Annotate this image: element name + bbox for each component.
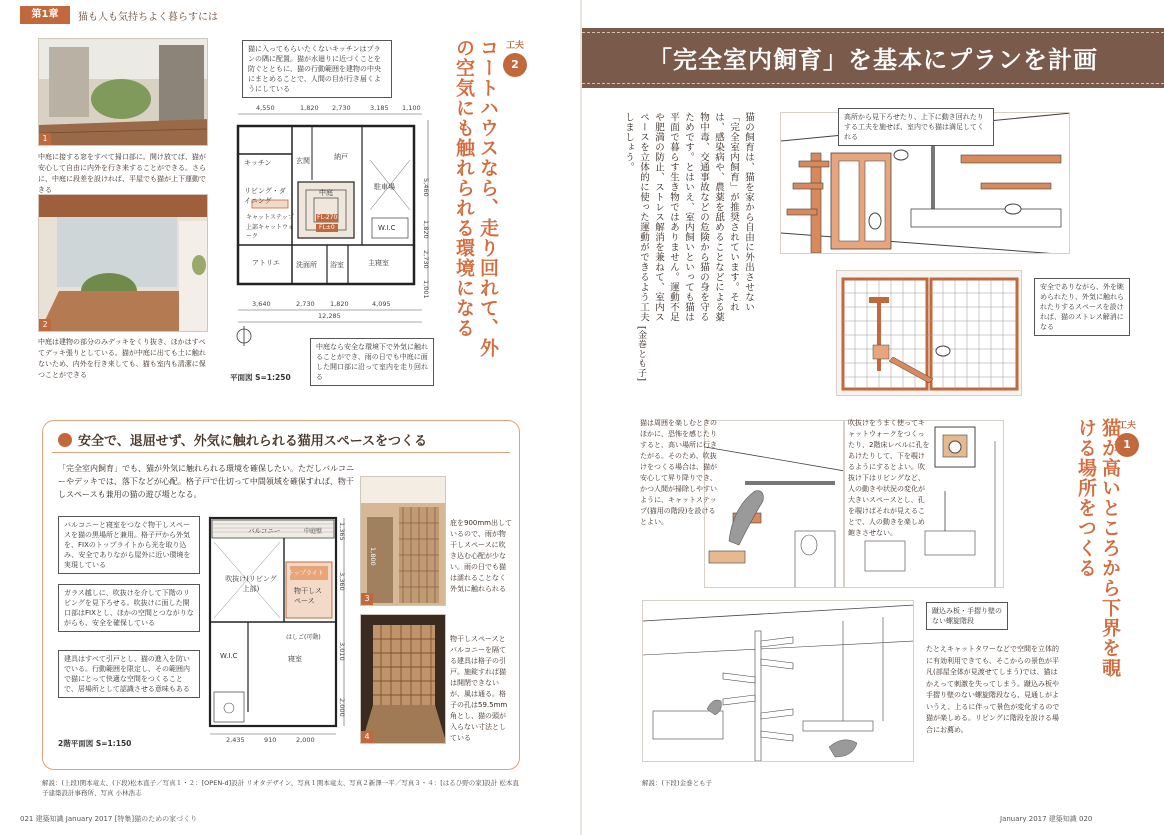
band-dash-top [582,32,1164,33]
right-title-band [582,28,1164,88]
photo-2-caption: 中庭は建物の部分のみデッキをくり抜き、ほかはすべてデッキ張りとしている。猫が中庭に出ても土に触れないため、内外を行き来しても、猫も室内も清潔に保つことができる [38,338,206,379]
cat-space-rule [52,452,510,453]
photo-2-number: 2 [39,319,51,331]
dim-bottom-4: 4,095 [372,300,391,308]
room-balcony: バルコニー [248,527,281,535]
door-callout: 建具はすべて引戸とし、猫の進入を防いでいる。行動範囲を限定し、その範囲内で猫にとって快適な空間をつくることで、居場所として認識させる意味もある [58,650,200,698]
spiral-stair-callout: 蹴込み板・手摺り壁のない螺旋階段 [926,602,1008,630]
right-band-title: 「完全室内飼育」を基本にプランを計画 [648,46,1098,74]
dim2-right-3: 3,010 [338,642,346,661]
illustration-cat-step [704,420,844,588]
drying-callout: バルコニーと寝室をつなぐ物干しスペースを猫の黒場所と兼用。格子戸から外気を、FIXのトップライトから光を取り込み、安全でありながら屋外に近い環境を実現している [58,516,200,574]
chapter-title: 猫も人も気持ちよく暮らすには [78,12,218,23]
dim-right-4: 1,001 [422,280,430,299]
room-fl2: FL±0 [319,224,335,231]
room-cat-walk: 上部キャットウォーク [246,224,294,240]
dim-right-1: 5,460 [422,178,430,197]
room-nando: 納戸 [334,153,348,161]
kufu-2-label: 工夫 [505,41,524,51]
cat-space-title [58,430,427,449]
right-footer: January 2017 建築知識 020 [1000,815,1093,823]
room-cat-step: キャットステップ [246,214,294,221]
dim-bottom-2: 2,730 [296,300,315,308]
cat-step-text: 猫は周囲を楽しむときのほかに、恐怖を感じたりすると、高い場所に行きたがる。そのため、吹抜けをつくる場合は、猫が安心して昇り降りでき、かつ人間が掃除しやすいように、キャットステップ(猫用の階段)を設けるとよい。 [640,419,717,526]
photo-4 [360,614,446,744]
photo-3 [360,476,446,606]
room-kitchen: キッチン [244,159,272,167]
plan-label: 平面図 S=1:250 [230,373,291,382]
peek-hole-text: 吹抜けをうまく使ってキャットウォークをつくったり、2階床レベルに孔をあけたりして、下を覗けるようにするとよい。吹抜け下はリビングなど、人の動きや状況の変化が大きいスペースとし、孔を覗けばそれが見えることで、人の動きを楽しめ飽きさせない。 [848,419,930,537]
dim2-right-2: 3,360 [338,572,346,591]
room-naka-wall: 中庭壁 [304,528,323,535]
photo-3-dim: 1,800 [369,547,377,566]
band-dash-bottom [582,83,1164,84]
room-void: 吹抜け(リビング上部) [225,575,277,593]
illustration-spiral-stair [642,600,914,762]
photo-1-number: 1 [39,133,51,145]
photo-1 [38,38,208,146]
kufu-1-label: 工夫 [1117,421,1136,431]
courtyard-callout: 中庭なら安全な環境下で外気に触れることができ、雨の日でも中庭に面した開口部に沿って室内を走り回れる [310,338,434,386]
dim-top-2: 1,820 [300,104,319,112]
photo-3-number: 3 [361,593,373,605]
photo-4-number: 4 [361,731,373,743]
dim-bottom-1: 3,640 [252,300,271,308]
chapter-badge: 第1章 [20,6,70,24]
room-parking: 駐車場 [374,183,395,191]
dim-right-3: 2,730 [422,250,430,269]
room-ladder: はしご(可動) [286,634,321,641]
illustration-lattice-room [836,270,1022,396]
room-atelier: アトリエ [252,259,280,267]
kufu-2-badge [500,38,530,72]
right-body-author: [金巻とも子] [636,326,646,382]
cat-space-body: 「完全室内飼育」でも、猫が外気に触れられる環境を確保したい。ただしバルコニーやデッキでは、落下などが心配。格子戸で仕切って中間領域を確保すれば、物干しスペースも兼用の猫の遊び場となる。 [58,464,354,499]
paw-icon: 2 [503,53,527,77]
dim-total: 12,285 [318,312,341,320]
dim-right-2: 1,820 [422,220,430,239]
dim2-bottom-1: 2,435 [226,736,245,744]
dim2-bottom-3: 2,000 [296,736,315,744]
photo-3-caption: 庇を900mm出しているので、雨が物干しスペースに吹き込む心配が少ない。雨の日でも猫は濡れることなく外気に触れられる [450,519,512,593]
room-master: 主寝室 [368,259,389,267]
lattice-callout: 安全でありながら、外を眺められたり、外気に触れられたりするスペースを設ければ、猫のストレス解消になる [1034,278,1130,336]
second-floor-plan [204,512,354,746]
room-drying: 物干しスペース [294,587,322,605]
dim-top-3: 2,730 [332,104,351,112]
dim-top-1: 4,550 [256,104,275,112]
room-bath: 浴室 [330,261,344,269]
photo-1-caption: 中庭に接する窓をすべて掃口部に。開け放てば、猫が安心して自由に内外を行き来することができる。さらに、中庭に段差を設ければ、平屋でも猫が上下運動できる [38,153,206,194]
dim-bottom-3: 1,820 [330,300,349,308]
page-gutter [580,0,582,835]
room-living: リビング・ダイニング [244,187,286,205]
room-toplight: トップライト [288,570,324,577]
dim2-right-1: 1,365 [338,522,346,541]
right-credit: 解説：(下段)金巻とも子 [642,779,713,787]
photo-2 [38,194,208,332]
spiral-stair-text: たとえキャットタワーなどで空間を立体的に有効利用できても、そこからの景色が平凡(部屋全体が見渡せてしまう)では、猫はかえって刺激を失ってしまう。蹴込み板や手摺り壁のない螺旋階段なら、見通しがよいうえ、上るに伴って景色が変化するので猫が楽しめる。リビングに階段を設ける場合にお薦め。 [926,645,1060,734]
room-wic: W.I.C [378,224,396,232]
catwalk-callout: 高所から見下ろせたり、上下に動き回れたりする工夫を施せば、室内でも猫は満足してくれる [838,108,994,146]
room-genkan: 玄関 [296,157,310,165]
dim2-bottom-2: 910 [264,736,277,744]
photo-4-caption: 物干しスペースとバルコニーを隔てる建具は格子の引戸。施錠すれば猫は開閉できないが、風は通る。格子の孔は59.5mm角とし、猫の頭が入らない寸法としている [450,635,508,742]
room-washroom: 洗面所 [296,261,317,269]
second-plan-label: 2階平面図 S=1:150 [58,739,132,748]
glass-callout: ガラス越しに、吹抜けを介して下階のリビングを見下ろせる。吹抜けに面した開口部はFIXとし、ほかの空間とつながりながらも、安全を確保している [58,584,200,632]
kufu-1-title: 猫が高いところから下界を覗ける場所をつくる [1075,418,1121,678]
room-wic-2f: W.I.C [220,652,238,660]
kufu-2-title: コートハウスなら、走り回れて、外の空気にも触れられる環境になる [453,38,499,358]
left-footer: 021 建築知識 January 2017 [特集]猫のための家づくり [20,815,198,823]
paw-icon [58,433,72,447]
dim-top-5: 1,100 [402,104,421,112]
left-credit: 解説：(上段)関本竜太、(下段)松本直子／写真１・２：[OPEN-d]設計 リオタデザイン、写真１関本竜太、写真２新澤一平／写真３・４：[はるひ野の家]設計 松本直子建築設計事務所、写真 小林浩志 [42,779,519,797]
cat-space-title-text: 安全で、退屈せず、外気に触れられる猫用スペースをつくる [78,434,428,449]
kitchen-callout: 猫に入ってもらいたくないキッチンはプランの隅に配置。猫が水廻りに近づくことを防ぐとともに、猫の行動範囲を建物の中央にまとめることで、人間の目が行き届くようにしている [242,40,392,98]
right-body-text: 猫の飼育は、猫を家から自由に外出させない「完全室内飼育」が推奨されています。それは、感染病や、農薬を舐めることなどによる薬物中毒、交通事故などの危険から猫の身を守るためです。とはいえ、室内飼いといっても猫は平面で暮らす生き物ではありません。運動不足や肥満の防止、ストレス解消を兼ねて、室内スペースを立体的に使った運動ができるよう工夫しましょう。 [623,112,754,322]
room-fl1: FL-270 [317,214,338,221]
paw-icon: 1 [1115,433,1139,457]
floor-plan [222,100,440,370]
room-bedroom: 寝室 [288,655,302,663]
room-courtyard: 中庭 [319,189,333,197]
dim-top-4: 3,185 [370,104,389,112]
dim2-right-4: 2,000 [338,698,346,717]
